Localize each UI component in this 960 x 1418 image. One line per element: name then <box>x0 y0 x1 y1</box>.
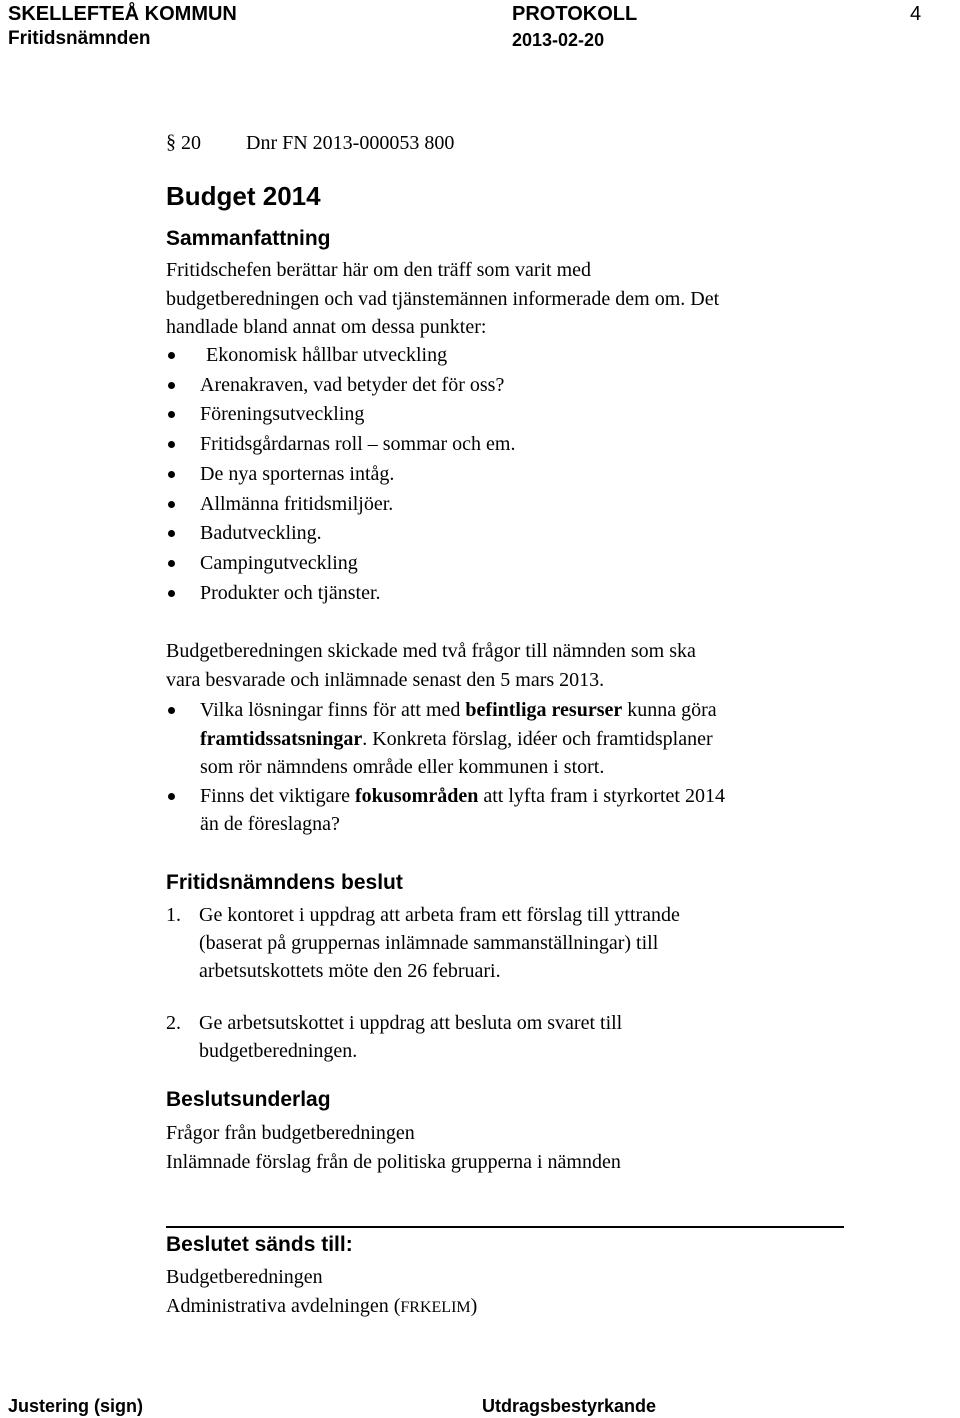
q2-text: Finns det viktigare <box>200 784 355 807</box>
paragraph-number: 20 <box>181 132 201 154</box>
summary-points-list <box>166 341 846 608</box>
q2-text: än de föreslagna? <box>200 813 340 835</box>
bullet-icon <box>168 560 175 567</box>
decision-line: (baserat på gruppernas inlämnade sammanställningar) till <box>199 932 659 954</box>
point-text: Fritidsgårdarnas roll – sommar och em. <box>200 433 516 456</box>
decision-line: Ge arbetsutskottet i uppdrag att besluta om svaret till <box>199 1012 623 1034</box>
bullet-icon <box>168 352 175 359</box>
list-item <box>166 579 846 609</box>
list-item <box>166 519 846 549</box>
q1-emphasis: befintliga resurser <box>465 699 623 721</box>
footer-certification-label: Utdragsbestyrkande <box>482 1396 657 1416</box>
basis-list <box>166 1119 846 1176</box>
summary-intro-line: handlade bland annat om dessa punkter: <box>166 316 487 338</box>
questions-list <box>166 696 846 839</box>
section-symbol: § <box>166 131 176 153</box>
list-item <box>166 400 846 430</box>
bullet-icon <box>168 411 175 418</box>
q1-emphasis: framtidssatsningar <box>200 727 363 750</box>
decision-heading: Fritidsnämndens beslut <box>166 871 403 894</box>
recipient-line: Budgetberedningen <box>166 1266 323 1288</box>
decision-line: arbetsutskottets möte den 26 februari. <box>199 960 501 982</box>
bullet-icon <box>168 590 175 597</box>
document-type: PROTOKOLL <box>512 3 638 25</box>
divider <box>166 1226 844 1228</box>
summary-intro-line: Fritidschefen berättar här om den träff som varit med <box>166 259 592 281</box>
q2-text: att lyfta fram i styrkortet 2014 <box>478 784 725 807</box>
page-number: 4 <box>910 3 922 25</box>
list-item <box>166 490 846 520</box>
point-text: De nya sporternas intåg. <box>200 462 395 485</box>
q1-text: kunna göra <box>622 699 717 721</box>
recipient-text: Administrativa avdelningen ( <box>166 1294 401 1317</box>
question-item-1 <box>166 696 846 782</box>
point-text: Allmänna fritidsmiljöer. <box>200 492 394 515</box>
decision-number: 2. <box>166 1012 181 1034</box>
committee-name: Fritidsnämnden <box>8 28 151 49</box>
summary-intro-line: budgetberedningen och vad tjänstemännen informerade dem om. Det <box>166 287 720 310</box>
recipient-text: ) <box>470 1294 478 1317</box>
bullet-icon <box>168 793 175 800</box>
list-item <box>166 430 846 460</box>
q1-text: som rör nämndens område eller kommunen i stort. <box>200 756 605 778</box>
basis-heading: Beslutsunderlag <box>166 1088 331 1111</box>
question-item-2 <box>166 782 846 839</box>
decision-number: 1. <box>166 904 181 926</box>
bullet-icon <box>168 382 175 389</box>
bullet-icon <box>168 501 175 508</box>
basis-line: Frågor från budgetberedningen <box>166 1122 415 1144</box>
questions-intro <box>166 637 846 694</box>
recipient-line <box>166 1292 846 1323</box>
bullet-icon <box>168 707 175 714</box>
point-text: Föreningsutveckling <box>200 403 365 426</box>
point-text: Campingutveckling <box>200 551 358 574</box>
meeting-date: 2013-02-20 <box>512 30 605 50</box>
page-title: Budget 2014 <box>166 181 321 211</box>
point-text: Arenakraven, vad betyder det för oss? <box>200 373 505 396</box>
q1-text: Vilka lösningar finns för att med <box>200 699 466 721</box>
list-item <box>166 460 846 490</box>
recipients-heading: Beslutet sänds till: <box>166 1233 353 1256</box>
summary-intro <box>166 256 846 342</box>
q2-emphasis: fokusområden <box>354 784 479 807</box>
list-item <box>166 549 846 579</box>
diary-number: Dnr FN 2013-000053 800 <box>246 132 455 154</box>
basis-line: Inlämnade förslag från de politiska grupperna i nämnden <box>166 1150 621 1173</box>
recipients-list <box>166 1263 846 1322</box>
list-item <box>166 341 846 371</box>
summary-heading: Sammanfattning <box>166 227 331 250</box>
point-text: Ekonomisk hållbar utveckling <box>206 344 448 366</box>
decision-line: Ge kontoret i uppdrag att arbeta fram ett förslag till yttrande <box>199 904 680 926</box>
bullet-icon <box>168 530 175 537</box>
bullet-icon <box>168 441 175 448</box>
point-text: Badutveckling. <box>200 522 322 545</box>
point-text: Produkter och tjänster. <box>200 581 381 604</box>
bullet-icon <box>168 471 175 478</box>
questions-intro-line: Budgetberedningen skickade med två frågor till nämnden som ska <box>166 640 696 662</box>
municipality-name: SKELLEFTEÅ KOMMUN <box>8 3 237 25</box>
decision-line: budgetberedningen. <box>199 1040 358 1062</box>
footer-adjustment-label: Justering (sign) <box>8 1396 144 1416</box>
recipient-signature-code: FRKELIM <box>400 1298 471 1316</box>
questions-intro-line: vara besvarade och inlämnade senast den 5 mars 2013. <box>166 668 605 691</box>
q1-text: . Konkreta förslag, idéer och framtidsplaner <box>362 727 713 750</box>
list-item <box>166 371 846 401</box>
